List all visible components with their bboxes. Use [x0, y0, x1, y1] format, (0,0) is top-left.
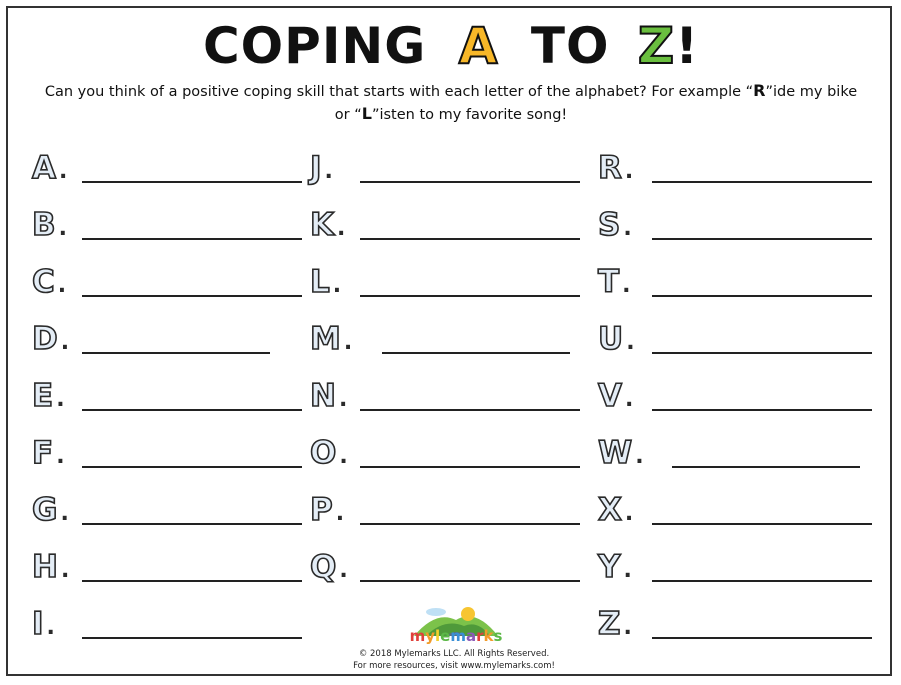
letter-label [598, 148, 633, 192]
answer-blank-line[interactable] [652, 637, 872, 639]
brand-letter: y [425, 627, 435, 645]
letter-row-m [310, 319, 600, 359]
letter-dot: . [338, 387, 348, 412]
letter-dot: . [623, 216, 632, 241]
letter-label [598, 604, 632, 648]
letter-row-f [32, 433, 322, 473]
answer-blank-line[interactable] [360, 238, 580, 240]
letter-char: N [310, 378, 336, 414]
answer-blank-line[interactable] [82, 637, 302, 639]
answer-blank-line[interactable] [652, 295, 872, 297]
letter-char: O [310, 435, 337, 471]
letter-row-y [598, 547, 888, 587]
letter-char: J [310, 150, 322, 186]
example-letter-r: R [753, 81, 766, 100]
letter-row-a [32, 148, 322, 188]
letter-dot: . [622, 273, 631, 298]
answer-blank-line[interactable] [652, 580, 872, 582]
letter-label [32, 604, 55, 648]
letter-char: T [598, 264, 620, 300]
title-letter-a: A [458, 17, 499, 75]
letter-dot: . [60, 558, 70, 583]
letter-row-l [310, 262, 600, 302]
worksheet-title [8, 14, 894, 78]
letter-label [32, 376, 65, 420]
letter-label [310, 205, 345, 249]
letter-label [598, 376, 633, 420]
letter-char: I [32, 606, 44, 642]
example-text-listen: ”isten to my favorite song! [371, 107, 568, 123]
answer-blank-line[interactable] [82, 352, 270, 354]
letter-label [32, 433, 65, 477]
letter-label [310, 262, 341, 306]
letter-dot: . [57, 273, 67, 298]
letter-row-c [32, 262, 322, 302]
letter-label [32, 490, 69, 534]
brand-letter: l [434, 627, 441, 645]
brand-letter: s [493, 627, 503, 645]
letter-row-u [598, 319, 888, 359]
answer-blank-line[interactable] [672, 466, 860, 468]
title-to: TO [530, 17, 610, 75]
letter-label [32, 547, 69, 591]
letter-dot: . [56, 444, 65, 469]
letter-char: P [310, 492, 333, 528]
brand-letter: m [450, 627, 466, 645]
letter-char: H [32, 549, 58, 585]
letter-label [598, 319, 635, 363]
example-letter-l: L [361, 104, 372, 123]
letter-row-w [598, 433, 888, 473]
answer-blank-line[interactable] [82, 580, 302, 582]
answer-blank-line[interactable] [82, 181, 302, 183]
letter-dot: . [635, 444, 644, 469]
brand-letter: m [409, 627, 426, 645]
answer-blank-line[interactable] [652, 409, 872, 411]
letter-char: V [598, 378, 622, 414]
letter-row-t [598, 262, 888, 302]
letter-dot: . [56, 387, 65, 412]
letter-row-o [310, 433, 600, 473]
letter-dot: . [335, 501, 345, 526]
letter-label [598, 205, 632, 249]
title-letter-z: Z [637, 17, 676, 75]
letter-dot: . [624, 159, 634, 184]
letter-char: Y [598, 549, 621, 585]
letter-row-e [32, 376, 322, 416]
letter-char: E [32, 378, 54, 414]
footer [304, 648, 604, 672]
answer-blank-line[interactable] [82, 523, 302, 525]
letter-dot: . [339, 444, 348, 469]
answer-blank-line[interactable] [652, 238, 872, 240]
letter-char: Z [598, 606, 621, 642]
instructions-text-or: or “ [334, 107, 362, 123]
letter-row-z [598, 604, 888, 644]
letter-label [310, 490, 344, 534]
letter-dot: . [59, 159, 68, 184]
letter-row-h [32, 547, 322, 587]
letter-dot: . [626, 330, 635, 355]
letter-dot: . [332, 273, 342, 298]
title-coping: COPING [202, 17, 427, 75]
letter-label [598, 433, 644, 477]
letter-row-k [310, 205, 600, 245]
answer-blank-line[interactable] [652, 523, 872, 525]
letter-char: R [598, 150, 622, 186]
letter-row-p [310, 490, 600, 530]
letter-row-s [598, 205, 888, 245]
letter-label [32, 148, 67, 192]
letter-dot: . [324, 159, 333, 184]
letter-label [32, 319, 69, 363]
answer-blank-line[interactable] [652, 181, 872, 183]
answer-blank-line[interactable] [360, 295, 580, 297]
letter-dot: . [343, 330, 353, 355]
brand-letter: k [483, 627, 494, 645]
letter-dot: . [60, 330, 70, 355]
letter-row-v [598, 376, 888, 416]
letter-label [310, 547, 348, 591]
instructions-text: Can you think of a positive coping skill that starts with each letter of the alphabet? For example “ [44, 84, 754, 100]
letter-row-j [310, 148, 600, 188]
letter-row-b [32, 205, 322, 245]
example-text-ride: ”ide my bike [765, 84, 858, 100]
answer-blank-line[interactable] [82, 238, 302, 240]
letter-row-x [598, 490, 888, 530]
letter-dot: . [46, 615, 55, 640]
instructions-line-2 [18, 103, 884, 126]
answer-blank-line[interactable] [360, 523, 580, 525]
letter-char: F [32, 435, 54, 471]
letter-char: D [32, 321, 58, 357]
letter-dot: . [339, 558, 348, 583]
letter-dot: . [60, 501, 69, 526]
brand-letter: e [440, 627, 451, 645]
letter-row-n [310, 376, 600, 416]
answer-blank-line[interactable] [82, 409, 302, 411]
letter-dot: . [624, 501, 634, 526]
title-exclaim: ! [675, 17, 699, 75]
letter-dot: . [625, 387, 634, 412]
letter-char: K [310, 207, 335, 243]
letter-label [598, 490, 633, 534]
letter-dot: . [58, 216, 67, 241]
worksheet-page [6, 6, 892, 676]
letter-row-r [598, 148, 888, 188]
letter-char: Q [310, 549, 337, 585]
letter-char: M [310, 321, 341, 357]
letter-dot: . [337, 216, 346, 241]
answer-blank-line[interactable] [360, 466, 580, 468]
answer-blank-line[interactable] [360, 580, 580, 582]
letter-char: L [310, 264, 330, 300]
answer-blank-line[interactable] [360, 409, 580, 411]
letter-char: B [32, 207, 56, 243]
letter-label [32, 262, 66, 306]
letter-row-q [310, 547, 600, 587]
letter-char: S [598, 207, 621, 243]
letter-row-d [32, 319, 322, 359]
letter-char: G [32, 492, 58, 528]
letter-char: U [598, 321, 624, 357]
letter-char: X [598, 492, 622, 528]
letter-char: W [598, 435, 633, 471]
resources-link-text: For more resources, visit www.mylemarks.com! [353, 661, 555, 671]
mylemarks-brand-text [400, 627, 512, 645]
letter-label [598, 547, 632, 591]
copyright-text: © 2018 Mylemarks LLC. All Rights Reserved. [358, 649, 550, 659]
letter-label [32, 205, 67, 249]
letter-char: A [32, 150, 56, 186]
answer-blank-line[interactable] [382, 352, 570, 354]
letter-label [598, 262, 631, 306]
letter-label [310, 319, 352, 363]
answer-blank-line[interactable] [652, 352, 872, 354]
letter-char: C [32, 264, 55, 300]
instructions [18, 80, 884, 126]
letter-row-i [32, 604, 322, 644]
letter-dot: . [623, 558, 632, 583]
letter-row-g [32, 490, 322, 530]
answer-blank-line[interactable] [360, 181, 580, 183]
brand-letter: r [476, 627, 484, 645]
answer-blank-line[interactable] [82, 466, 302, 468]
brand-letter: a [465, 627, 477, 645]
answer-blank-line[interactable] [82, 295, 302, 297]
letter-label [310, 433, 348, 477]
instructions-line-1 [18, 80, 884, 103]
letter-dot: . [623, 615, 632, 640]
letter-label [310, 376, 347, 420]
letter-label [310, 148, 333, 192]
